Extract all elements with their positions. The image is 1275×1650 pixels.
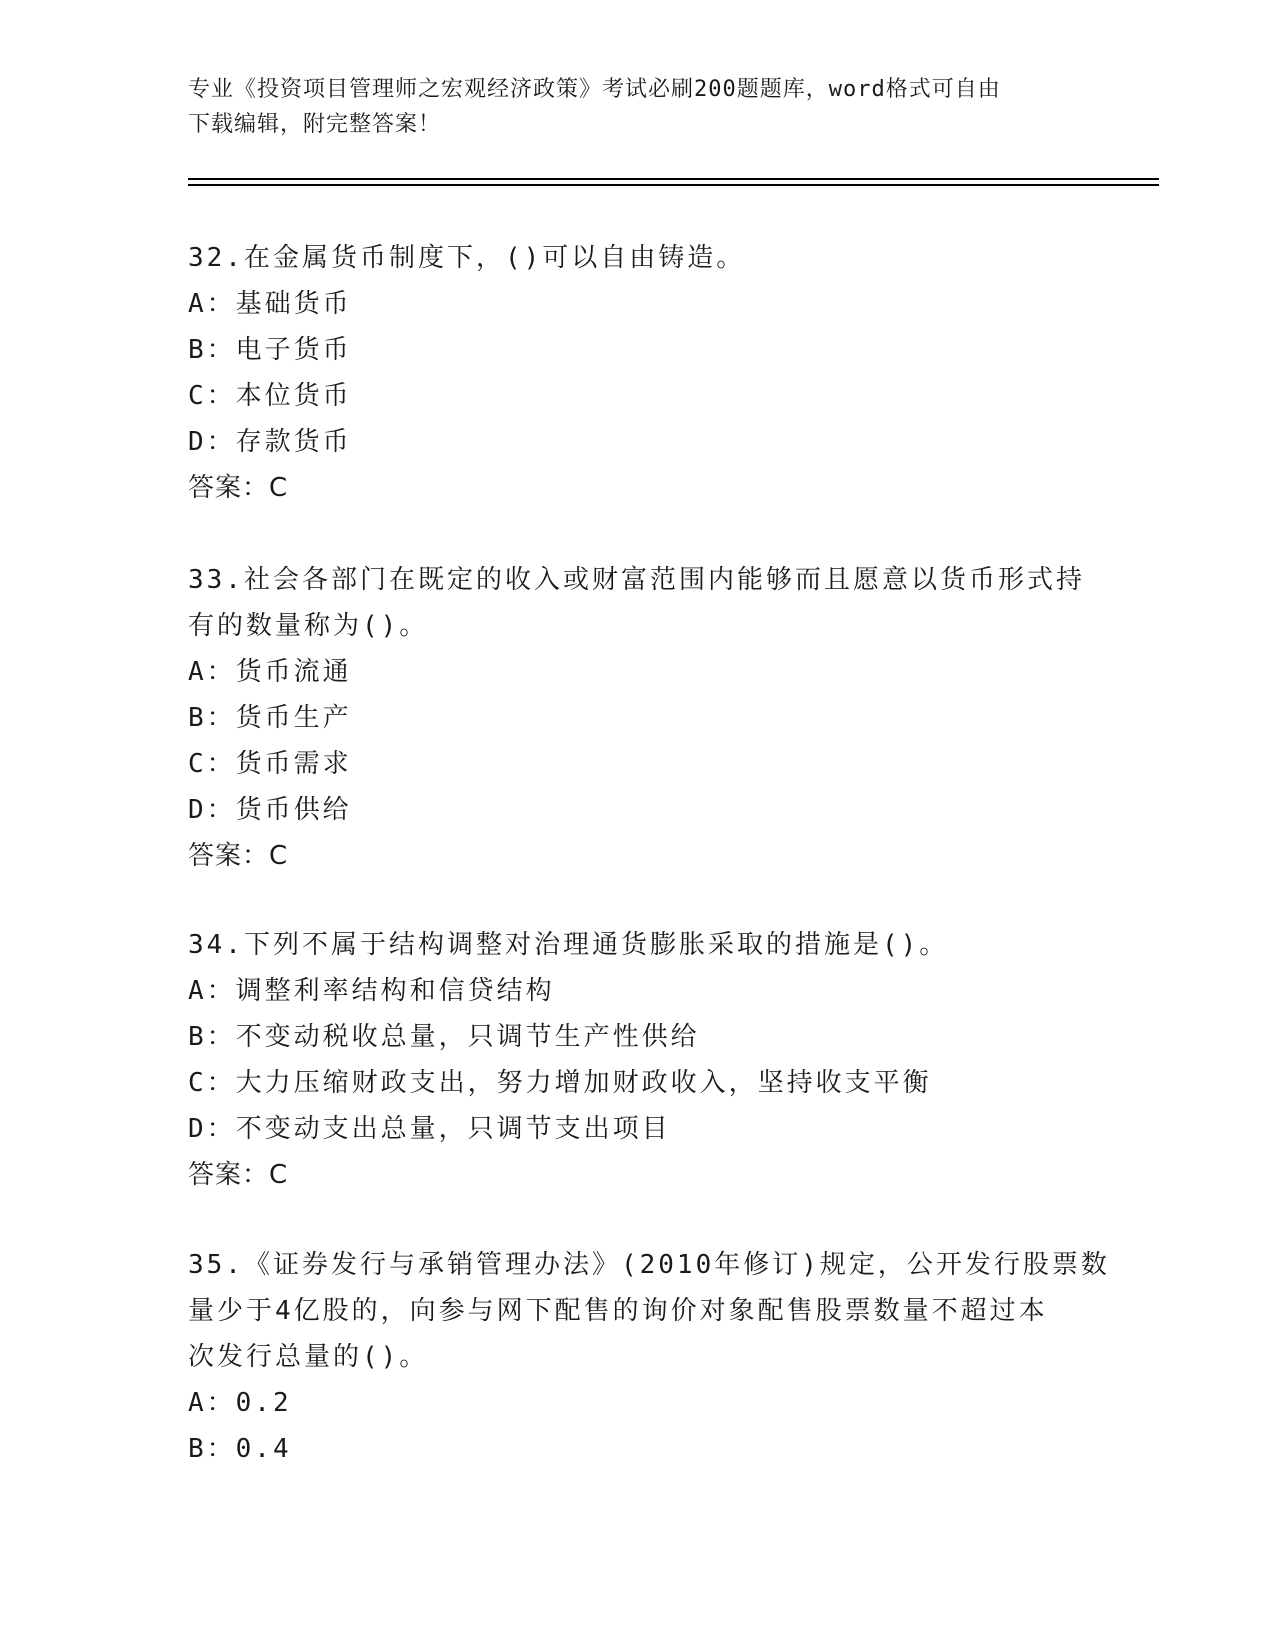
- question-text: 33.社会各部门在既定的收入或财富范围内能够而且愿意以货币形式持: [188, 565, 1085, 595]
- answer: 答案：C: [188, 1160, 289, 1190]
- option-c: C：大力压缩财政支出，努力增加财政收入，坚持收支平衡: [188, 1068, 932, 1098]
- header-divider-bottom: [188, 184, 1159, 186]
- question-text: 32.在金属货币制度下，()可以自由铸造。: [188, 243, 746, 273]
- question-33: [188, 557, 1088, 879]
- question-text-continued: 有的数量称为()。: [188, 611, 429, 641]
- question-32: [188, 235, 1088, 511]
- header-line-1: 专业《投资项目管理师之宏观经济政策》考试必刷200题题库，word格式可自由: [188, 77, 1001, 102]
- option-d: D：不变动支出总量，只调节支出项目: [188, 1114, 671, 1144]
- question-34: [188, 922, 1088, 1198]
- option-a: A：0.2: [188, 1388, 292, 1418]
- option-b: B：0.4: [188, 1434, 292, 1464]
- header-line-2: 下载编辑，附完整答案！: [188, 112, 442, 137]
- option-c: C：本位货币: [188, 381, 352, 411]
- option-a: A：基础货币: [188, 289, 352, 319]
- option-d: D：货币供给: [188, 795, 352, 825]
- answer: 答案：C: [188, 841, 289, 871]
- answer: 答案：C: [188, 473, 289, 503]
- option-b: B：不变动税收总量，只调节生产性供给: [188, 1022, 700, 1052]
- option-c: C：货币需求: [188, 749, 352, 779]
- question-text-continued: 量少于4亿股的，向参与网下配售的询价对象配售股票数量不超过本: [188, 1296, 1048, 1326]
- option-d: D：存款货币: [188, 427, 352, 457]
- document-header: [188, 72, 1088, 142]
- option-a: A：货币流通: [188, 657, 352, 687]
- question-35: [188, 1242, 1110, 1472]
- question-text: 35.《证券发行与承销管理办法》(2010年修订)规定，公开发行股票数: [188, 1250, 1110, 1280]
- option-b: B：货币生产: [188, 703, 352, 733]
- option-a: A：调整利率结构和信贷结构: [188, 976, 555, 1006]
- option-b: B：电子货币: [188, 335, 352, 365]
- question-text-continued: 次发行总量的()。: [188, 1342, 429, 1372]
- question-text: 34.下列不属于结构调整对治理通货膨胀采取的措施是()。: [188, 930, 949, 960]
- header-divider-top: [188, 178, 1159, 180]
